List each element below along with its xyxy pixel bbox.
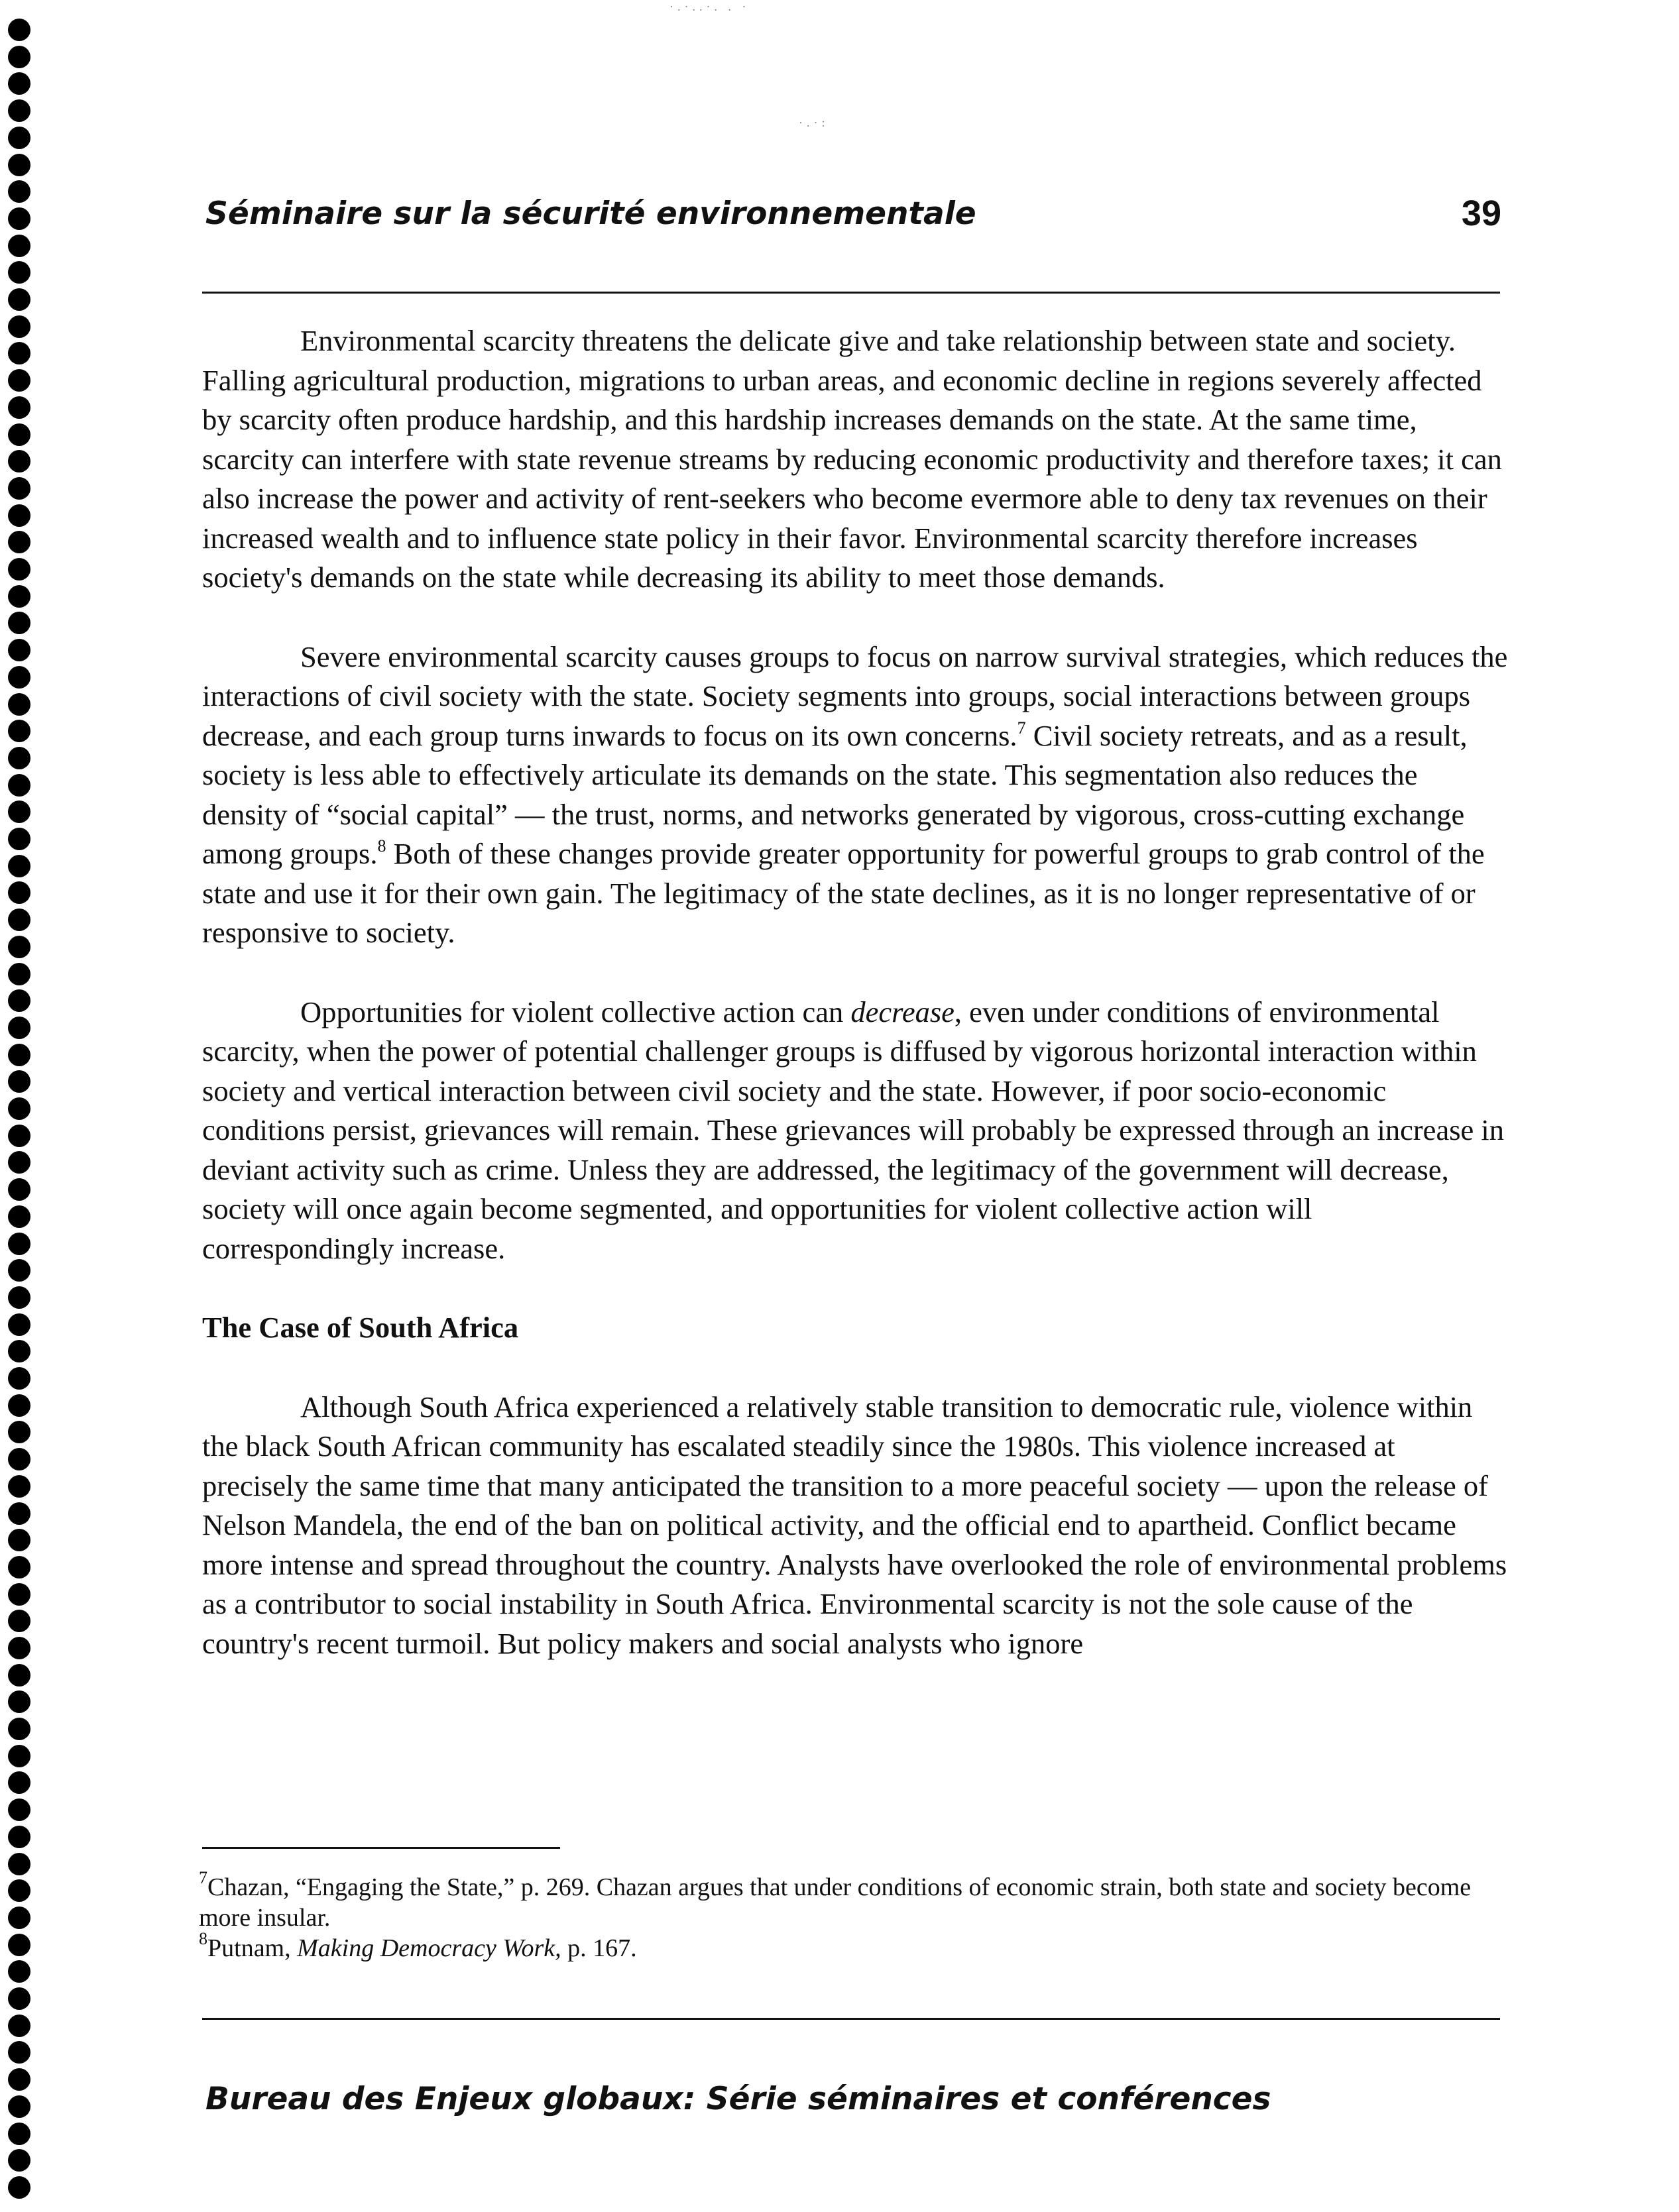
binding-hole bbox=[8, 1259, 30, 1282]
paragraph-text: Severe environmental scarcity causes groups to focus on narrow survival strategies, which reduces the interactions of civil society with the state. Society segments into groups, social interactions between groups decrease, and each group turns inwards to focus on its own concerns. bbox=[202, 639, 1508, 752]
binding-hole bbox=[8, 909, 30, 931]
binding-hole bbox=[8, 288, 30, 311]
binding-hole bbox=[8, 612, 30, 634]
footnote-title: Making Democracy Work, bbox=[297, 1934, 561, 1962]
binding-hole bbox=[8, 1178, 30, 1201]
paragraph-text: Both of these changes provide greater opportunity for powerful groups to grab control of the state and use it for their own gain. The legitimacy of the state declines, as it is no longer representative of or responsive to society. bbox=[202, 837, 1485, 949]
paragraph bbox=[202, 321, 1508, 598]
binding-hole bbox=[8, 1610, 30, 1632]
binding-hole bbox=[8, 1205, 30, 1228]
binding-hole bbox=[8, 450, 30, 472]
binding-hole bbox=[8, 342, 30, 364]
binding-hole bbox=[8, 1125, 30, 1147]
binding-hole bbox=[8, 2041, 30, 2064]
binding-hole bbox=[8, 1960, 30, 1983]
binding-hole bbox=[8, 1340, 30, 1362]
paragraph bbox=[202, 1388, 1508, 1664]
binding-hole bbox=[8, 720, 30, 742]
binding-hole bbox=[8, 1529, 30, 1551]
emphasis: decrease bbox=[850, 995, 955, 1028]
binding-hole bbox=[8, 235, 30, 257]
binding-hole bbox=[8, 2068, 30, 2091]
binding-hole bbox=[8, 1556, 30, 1578]
binding-hole bbox=[8, 1151, 30, 1174]
binding-hole bbox=[8, 1690, 30, 1713]
binding-hole bbox=[8, 1853, 30, 1875]
footnote-8 bbox=[199, 1929, 1511, 1963]
footnote-text: p. 167. bbox=[561, 1934, 637, 1962]
binding-hole bbox=[8, 423, 30, 446]
footnote-text: Putnam, bbox=[207, 1934, 298, 1962]
binding-hole bbox=[8, 1826, 30, 1848]
binding-hole bbox=[8, 1987, 30, 2010]
binding-hole bbox=[8, 531, 30, 553]
binding-hole bbox=[8, 127, 30, 149]
binding-hole bbox=[8, 72, 30, 95]
footer-rule bbox=[202, 2018, 1500, 2020]
binding-hole bbox=[8, 2176, 30, 2199]
footnote-number: 8 bbox=[199, 1929, 207, 1948]
footer-title: Bureau des Enjeux globaux: Série séminaires et conférences bbox=[205, 2081, 1271, 2117]
binding-hole bbox=[8, 1907, 30, 1929]
binding-hole bbox=[8, 801, 30, 823]
footnote-ref[interactable]: 7 bbox=[1017, 718, 1026, 738]
binding-hole bbox=[8, 2123, 30, 2145]
binding-hole bbox=[8, 1421, 30, 1443]
scan-artifact: ·.·: bbox=[799, 116, 829, 129]
binding-hole bbox=[8, 180, 30, 203]
binding-hole bbox=[8, 881, 30, 904]
binding-hole bbox=[8, 1502, 30, 1525]
binding-hole bbox=[8, 504, 30, 527]
binding-hole bbox=[8, 1475, 30, 1498]
header-rule bbox=[202, 292, 1500, 294]
binding-hole bbox=[8, 2149, 30, 2172]
paragraph-text: Opportunities for violent collective action can bbox=[300, 995, 851, 1028]
binding-hole bbox=[8, 666, 30, 689]
binding-hole bbox=[8, 855, 30, 877]
footnote-7 bbox=[199, 1868, 1511, 1933]
binding-hole bbox=[8, 639, 30, 661]
binding-hole bbox=[8, 1097, 30, 1120]
binding-hole bbox=[8, 1745, 30, 1767]
footnotes bbox=[199, 1868, 1511, 1963]
binding-hole bbox=[8, 207, 30, 230]
binding-hole bbox=[8, 1017, 30, 1039]
binding-hole bbox=[8, 963, 30, 985]
binding-holes bbox=[0, 0, 40, 2212]
binding-hole bbox=[8, 369, 30, 392]
binding-hole bbox=[8, 2015, 30, 2037]
footnote-ref[interactable]: 8 bbox=[377, 836, 386, 856]
binding-hole bbox=[8, 1637, 30, 1659]
binding-hole bbox=[8, 1664, 30, 1687]
paragraph-text: Environmental scarcity threatens the delicate give and take relationship between state and society. Falling agricultural production, migrations to urban areas, and economic decline in regions severely affected by scarcity often produce hardship, and this hardship increases demands on the state. At the same time, scarcity can interfere with state revenue streams by reducing economic productivity and therefore taxes; it can also increase the power and activity of rent-seekers who become evermore able to deny tax revenues on their increased wealth and to influence state policy in their favor. Environmental scarcity therefore increases society's demands on the state while decreasing its ability to meet those demands. bbox=[202, 324, 1502, 594]
section-heading: The Case of South Africa bbox=[202, 1311, 519, 1344]
binding-hole bbox=[8, 1798, 30, 1821]
binding-hole bbox=[8, 936, 30, 958]
running-header bbox=[205, 195, 1501, 249]
binding-hole bbox=[8, 989, 30, 1012]
page-number: 39 bbox=[1461, 194, 1501, 233]
binding-hole bbox=[8, 1313, 30, 1336]
paragraph-text: Although South Africa experienced a relatively stable transition to democratic rule, violence within the black South African community has escalated steadily since the 1980s. This violence increased at precisely the same time that many anticipated the transition to a more peaceful society — upon the release of Nelson Mandela, the end of the ban on political activity, and the official end to apartheid. Conflict became more intense and spread throughout the country. Analysts have overlooked the role of environmental problems as a contributor to social instability in South Africa. Environmental scarcity is not the sole cause of the country's recent turmoil. But policy makers and social analysts who ignore bbox=[202, 1390, 1507, 1660]
binding-hole bbox=[8, 1718, 30, 1740]
binding-hole bbox=[8, 154, 30, 176]
body-text bbox=[202, 321, 1508, 1703]
binding-hole bbox=[8, 99, 30, 122]
header-title: Séminaire sur la sécurité environnementale bbox=[205, 195, 976, 232]
binding-hole bbox=[8, 828, 30, 850]
binding-hole bbox=[8, 1879, 30, 1902]
paragraph bbox=[202, 993, 1508, 1269]
binding-hole bbox=[8, 1771, 30, 1794]
binding-hole bbox=[8, 1583, 30, 1606]
paragraph bbox=[202, 637, 1508, 953]
binding-hole bbox=[8, 747, 30, 769]
binding-hole bbox=[8, 1044, 30, 1066]
binding-hole bbox=[8, 693, 30, 716]
binding-hole bbox=[8, 396, 30, 419]
binding-hole bbox=[8, 19, 30, 41]
binding-hole bbox=[8, 477, 30, 500]
binding-hole bbox=[8, 46, 30, 68]
binding-hole bbox=[8, 1448, 30, 1470]
binding-hole bbox=[8, 558, 30, 581]
binding-hole bbox=[8, 1394, 30, 1417]
scan-artifact: ·.·..·. . · bbox=[669, 0, 750, 13]
binding-hole bbox=[8, 1233, 30, 1255]
footnote-number: 7 bbox=[199, 1868, 207, 1887]
binding-hole bbox=[8, 774, 30, 797]
binding-hole bbox=[8, 1070, 30, 1093]
binding-hole bbox=[8, 1934, 30, 1956]
binding-hole bbox=[8, 2095, 30, 2118]
binding-hole bbox=[8, 1286, 30, 1309]
binding-hole bbox=[8, 315, 30, 338]
paragraph-text: , even under conditions of environmental scarcity, when the power of potential challenger groups is diffused by vigorous horizontal interaction within society and vertical interaction between civil society and the state. However, if poor socio-economic conditions persist, grievances will remain. These grievances will probably be expressed through an increase in deviant activity such as crime. Unless they are addressed, the legitimacy of the government will decrease, society will once again become segmented, and opportunities for violent collective action will correspondingly increase. bbox=[202, 995, 1504, 1265]
paragraph-text: Civil society retreats, and as a result, society is less able to effectively articulate its demands on the state. This segmentation also reduces the density of “social capital” — the trust, norms, and networks generated by vigorous, cross-cutting exchange among groups. bbox=[202, 718, 1468, 870]
binding-hole bbox=[8, 1367, 30, 1390]
footnote-rule bbox=[202, 1847, 560, 1849]
binding-hole bbox=[8, 261, 30, 284]
binding-hole bbox=[8, 585, 30, 608]
footnote-text: Chazan, “Engaging the State,” p. 269. Chazan argues that under conditions of economic strain, both state and society become more insular. bbox=[199, 1873, 1472, 1932]
